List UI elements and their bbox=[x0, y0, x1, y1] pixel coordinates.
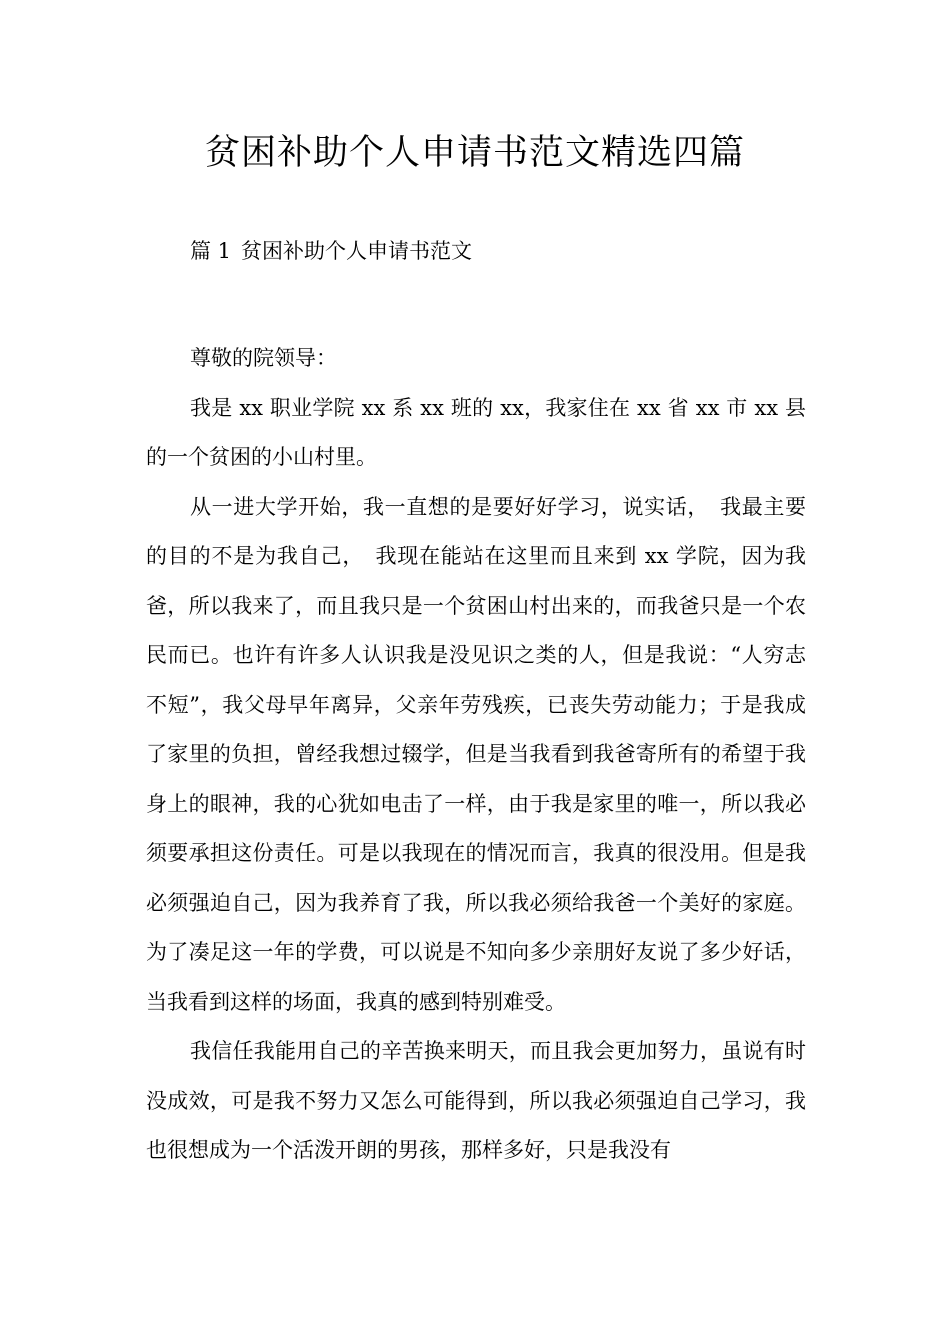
section-heading bbox=[190, 234, 472, 268]
salutation: 尊敬的院领导： bbox=[190, 346, 337, 370]
letter-body bbox=[146, 334, 806, 1176]
paragraph-background: 从一进大学开始，我一直想的是要好好学习，说实话， 我最主要的目的不是为我自己， 我现在能站在这里而且来到 xx 学院，因为我爸，所以我来了，而且我只是一个贫困山村出来的，而我爸只是一个农民而已。也许有许多人认识我是没见识之类的人，但是我说：“人穷志不短”，我父母早年离异，父亲年劳残疾，已丧失劳动能力；于是我成了家里的负担，曾经我想过辍学，但是当我看到我爸寄所有的希望于我身上的眼神，我的心犹如电击了一样，由于我是家里的唯一，所以我必须要承担这份责任。可是以我现在的情况而言，我真的很没用。但是我必须强迫自己，因为我养育了我，所以我必须给我爸一个美好的家庭。为了凑足这一年的学费，可以说是不知向多少亲朋好友说了多少好话，当我看到这样的场面，我真的感到特别难受。 bbox=[146, 494, 806, 1014]
section-number: 篇 1 bbox=[190, 239, 232, 263]
section-title: 贫困补助个人申请书范文 bbox=[241, 239, 473, 263]
paragraph-resolve: 我信任我能用自己的辛苦换来明天，而且我会更加努力，虽说有时没成效，可是我不努力又怎么可能得到，所以我必须强迫自己学习，我也很想成为一个活泼开朗的男孩，那样多好，只是我没有 bbox=[146, 1039, 806, 1162]
paragraph-intro: 我是 xx 职业学院 xx 系 xx 班的 xx，我家住在 xx 省 xx 市 xx 县的一个贫困的小山村里。 bbox=[146, 395, 806, 469]
document-title: 贫困补助个人申请书范文精选四篇 bbox=[204, 133, 745, 173]
